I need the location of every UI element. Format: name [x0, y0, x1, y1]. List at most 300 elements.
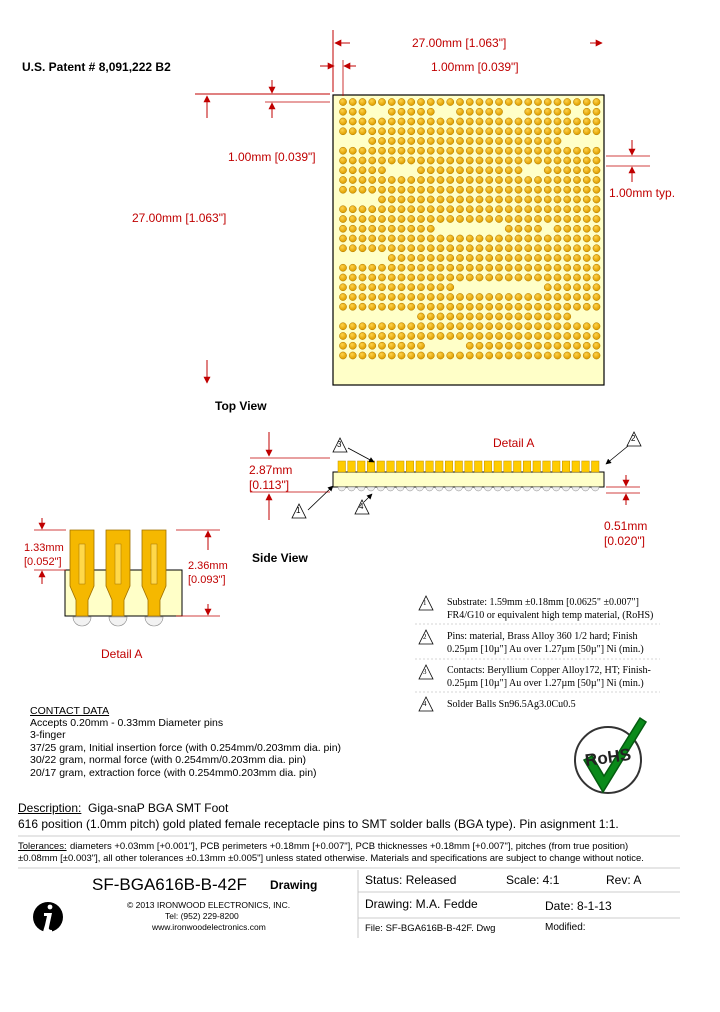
solder-ball — [564, 167, 571, 174]
solder-ball — [505, 98, 512, 105]
solder-ball — [534, 323, 541, 330]
solder-ball — [564, 108, 571, 115]
solder-ball — [573, 342, 580, 349]
solder-ball — [476, 254, 483, 261]
solder-ball — [427, 118, 434, 125]
solder-ball — [417, 274, 424, 281]
solder-ball — [486, 254, 493, 261]
solder-ball — [388, 128, 395, 135]
detail-pin-slot — [115, 544, 121, 584]
solder-ball — [388, 332, 395, 339]
solder-ball — [427, 98, 434, 105]
solder-ball — [466, 157, 473, 164]
detail-ball — [109, 617, 127, 626]
solder-ball — [456, 245, 463, 252]
solder-ball — [349, 118, 356, 125]
solder-ball — [505, 186, 512, 193]
solder-ball — [398, 108, 405, 115]
solder-ball — [476, 245, 483, 252]
solder-ball — [505, 225, 512, 232]
solder-ball — [447, 215, 454, 222]
side-pin — [445, 461, 453, 472]
solder-ball — [486, 342, 493, 349]
side-ball — [338, 487, 346, 491]
solder-ball — [456, 206, 463, 213]
solder-ball — [564, 254, 571, 261]
solder-ball — [486, 196, 493, 203]
side-ball — [494, 487, 502, 491]
solder-ball — [583, 293, 590, 300]
solder-ball — [505, 264, 512, 271]
solder-ball — [554, 303, 561, 310]
solder-ball — [378, 235, 385, 242]
solder-ball — [398, 264, 405, 271]
solder-ball — [486, 147, 493, 154]
solder-ball — [525, 235, 532, 242]
solder-ball — [486, 157, 493, 164]
solder-ball — [554, 245, 561, 252]
solder-ball — [437, 98, 444, 105]
solder-ball — [359, 215, 366, 222]
solder-ball — [476, 323, 483, 330]
solder-ball — [427, 274, 434, 281]
solder-ball — [466, 108, 473, 115]
solder-ball — [339, 167, 346, 174]
solder-ball — [544, 274, 551, 281]
solder-ball — [544, 245, 551, 252]
side-dim-height-in: [0.113"] — [249, 478, 290, 492]
solder-ball — [388, 98, 395, 105]
solder-ball — [564, 313, 571, 320]
solder-ball — [515, 303, 522, 310]
solder-ball — [398, 225, 405, 232]
solder-ball — [466, 313, 473, 320]
solder-ball — [554, 176, 561, 183]
solder-ball — [427, 167, 434, 174]
solder-ball — [525, 352, 532, 359]
solder-ball — [466, 254, 473, 261]
solder-ball — [486, 235, 493, 242]
solder-ball — [417, 167, 424, 174]
solder-ball — [515, 215, 522, 222]
solder-ball — [544, 352, 551, 359]
solder-ball — [486, 186, 493, 193]
solder-ball — [437, 196, 444, 203]
solder-ball — [466, 176, 473, 183]
solder-ball — [437, 176, 444, 183]
solder-ball — [495, 108, 502, 115]
solder-ball — [447, 128, 454, 135]
solder-ball — [378, 303, 385, 310]
solder-ball — [349, 323, 356, 330]
solder-ball — [437, 206, 444, 213]
solder-ball — [544, 196, 551, 203]
solder-ball — [593, 245, 600, 252]
solder-ball — [388, 215, 395, 222]
solder-ball — [554, 157, 561, 164]
solder-ball — [593, 206, 600, 213]
solder-ball — [505, 196, 512, 203]
solder-ball — [437, 264, 444, 271]
solder-ball — [583, 254, 590, 261]
solder-ball — [495, 245, 502, 252]
solder-ball — [476, 274, 483, 281]
side-callout-2-num: 2 — [631, 434, 636, 443]
solder-ball — [437, 352, 444, 359]
solder-ball — [486, 167, 493, 174]
solder-ball — [437, 157, 444, 164]
solder-ball — [554, 284, 561, 291]
solder-ball — [349, 352, 356, 359]
detail-dim-left-in: [0.052"] — [24, 556, 62, 568]
solder-ball — [349, 342, 356, 349]
solder-ball — [427, 147, 434, 154]
solder-ball — [466, 264, 473, 271]
solder-ball — [505, 293, 512, 300]
side-ball — [426, 487, 434, 491]
solder-ball — [339, 206, 346, 213]
solder-ball — [495, 235, 502, 242]
solder-ball — [564, 215, 571, 222]
solder-ball — [534, 235, 541, 242]
solder-ball — [388, 118, 395, 125]
solder-ball — [544, 98, 551, 105]
website: www.ironwoodelectronics.com — [152, 922, 266, 932]
solder-ball — [525, 303, 532, 310]
solder-ball — [427, 352, 434, 359]
top-view-label: Top View — [215, 399, 267, 413]
solder-ball — [495, 254, 502, 261]
solder-ball — [515, 313, 522, 320]
solder-ball — [369, 332, 376, 339]
solder-ball — [495, 215, 502, 222]
solder-ball — [359, 284, 366, 291]
solder-ball — [554, 264, 561, 271]
solder-ball — [437, 167, 444, 174]
solder-ball — [339, 323, 346, 330]
solder-ball — [408, 225, 415, 232]
solder-ball — [534, 332, 541, 339]
solder-ball — [544, 254, 551, 261]
solder-ball — [495, 167, 502, 174]
solder-ball — [466, 323, 473, 330]
solder-ball — [339, 284, 346, 291]
solder-ball — [447, 284, 454, 291]
solder-ball — [583, 264, 590, 271]
solder-ball — [525, 274, 532, 281]
detail-dim-right: 2.36mm — [188, 560, 228, 572]
solder-ball — [456, 128, 463, 135]
side-dim-height: 2.87mm — [249, 463, 293, 477]
solder-ball — [408, 342, 415, 349]
solder-ball — [505, 342, 512, 349]
solder-ball — [515, 274, 522, 281]
solder-ball — [378, 196, 385, 203]
note-3-line1: Contacts: Beryllium Copper Alloy172, HT; Finish- — [447, 665, 651, 676]
note-4-num: 4 — [423, 700, 427, 708]
solder-ball — [359, 332, 366, 339]
solder-ball — [369, 235, 376, 242]
solder-ball — [525, 313, 532, 320]
solder-ball — [573, 215, 580, 222]
solder-ball — [388, 186, 395, 193]
solder-ball — [398, 342, 405, 349]
solder-ball — [515, 293, 522, 300]
solder-ball — [534, 206, 541, 213]
solder-ball — [417, 245, 424, 252]
solder-ball — [349, 98, 356, 105]
solder-ball — [417, 352, 424, 359]
solder-ball — [349, 108, 356, 115]
solder-ball — [593, 264, 600, 271]
rohs-text: RoHS — [583, 744, 633, 771]
solder-ball — [476, 147, 483, 154]
solder-ball — [369, 323, 376, 330]
solder-ball — [554, 254, 561, 261]
solder-ball — [534, 254, 541, 261]
solder-ball — [573, 167, 580, 174]
solder-ball — [544, 235, 551, 242]
solder-ball — [349, 332, 356, 339]
solder-ball — [573, 254, 580, 261]
solder-ball — [427, 176, 434, 183]
solder-ball — [417, 303, 424, 310]
solder-ball — [388, 264, 395, 271]
solder-ball — [554, 206, 561, 213]
solder-ball — [408, 157, 415, 164]
solder-ball — [437, 293, 444, 300]
solder-ball — [564, 128, 571, 135]
solder-ball — [593, 128, 600, 135]
solder-ball — [593, 167, 600, 174]
solder-ball — [515, 147, 522, 154]
note-4-line1: Solder Balls Sn96.5Ag3.0Cu0.5 — [447, 699, 576, 710]
solder-ball — [398, 332, 405, 339]
solder-ball — [388, 245, 395, 252]
solder-ball — [544, 332, 551, 339]
solder-ball — [544, 264, 551, 271]
solder-ball — [564, 157, 571, 164]
solder-ball — [456, 147, 463, 154]
solder-ball — [456, 323, 463, 330]
solder-ball — [544, 128, 551, 135]
solder-ball — [427, 303, 434, 310]
solder-ball — [534, 225, 541, 232]
solder-ball — [593, 186, 600, 193]
solder-ball — [349, 274, 356, 281]
solder-ball — [525, 147, 532, 154]
file-name: File: SF-BGA616B-B-42F. Dwg — [365, 923, 496, 934]
solder-ball — [339, 157, 346, 164]
solder-ball — [476, 196, 483, 203]
solder-ball — [534, 313, 541, 320]
solder-ball — [339, 98, 346, 105]
solder-ball — [378, 293, 385, 300]
solder-ball — [427, 225, 434, 232]
solder-ball — [466, 118, 473, 125]
solder-ball — [564, 196, 571, 203]
solder-ball — [456, 215, 463, 222]
solder-ball — [593, 147, 600, 154]
side-pin — [406, 461, 414, 472]
solder-ball — [466, 274, 473, 281]
solder-ball — [378, 245, 385, 252]
solder-ball — [564, 245, 571, 252]
solder-ball — [339, 303, 346, 310]
solder-ball — [466, 235, 473, 242]
side-ball — [523, 487, 531, 491]
solder-ball — [564, 235, 571, 242]
solder-ball — [534, 98, 541, 105]
solder-ball — [447, 206, 454, 213]
solder-ball — [339, 147, 346, 154]
side-ball — [553, 487, 561, 491]
solder-ball — [456, 235, 463, 242]
solder-ball — [495, 323, 502, 330]
solder-ball — [417, 157, 424, 164]
solder-ball — [583, 118, 590, 125]
solder-ball — [515, 206, 522, 213]
solder-ball — [505, 323, 512, 330]
solder-ball — [398, 98, 405, 105]
side-pin — [562, 461, 570, 472]
side-ball — [436, 487, 444, 491]
solder-ball — [408, 293, 415, 300]
solder-ball — [593, 332, 600, 339]
solder-ball — [456, 313, 463, 320]
solder-ball — [505, 157, 512, 164]
solder-ball — [369, 167, 376, 174]
solder-ball — [573, 118, 580, 125]
solder-ball — [525, 128, 532, 135]
solder-ball — [495, 352, 502, 359]
side-view-board — [333, 472, 604, 487]
solder-ball — [583, 284, 590, 291]
solder-ball — [573, 235, 580, 242]
solder-ball — [427, 293, 434, 300]
solder-ball — [476, 303, 483, 310]
solder-ball — [447, 235, 454, 242]
side-dim-ball: 0.51mm — [604, 519, 648, 533]
solder-ball — [417, 206, 424, 213]
solder-ball — [417, 128, 424, 135]
solder-ball — [495, 137, 502, 144]
part-number: SF-BGA616B-B-42F — [92, 875, 247, 894]
solder-ball — [476, 215, 483, 222]
solder-ball — [476, 352, 483, 359]
solder-ball — [583, 167, 590, 174]
solder-ball — [515, 157, 522, 164]
solder-ball — [486, 352, 493, 359]
solder-ball — [447, 167, 454, 174]
solder-ball — [466, 206, 473, 213]
solder-ball — [564, 176, 571, 183]
solder-ball — [593, 352, 600, 359]
solder-ball — [359, 274, 366, 281]
solder-ball — [398, 323, 405, 330]
solder-ball — [554, 235, 561, 242]
solder-ball — [339, 108, 346, 115]
solder-ball — [378, 342, 385, 349]
solder-ball — [408, 235, 415, 242]
solder-ball — [486, 313, 493, 320]
solder-ball — [505, 332, 512, 339]
top-dim-left-offset: 1.00mm [0.039"] — [228, 150, 316, 164]
solder-ball — [593, 225, 600, 232]
solder-ball — [408, 128, 415, 135]
solder-ball — [388, 342, 395, 349]
side-ball — [445, 487, 453, 491]
solder-ball — [349, 167, 356, 174]
side-pin — [592, 461, 600, 472]
solder-ball — [408, 147, 415, 154]
solder-ball — [583, 342, 590, 349]
solder-ball — [466, 342, 473, 349]
side-pin — [387, 461, 395, 472]
solder-ball — [476, 157, 483, 164]
callout-3-leader — [348, 448, 374, 462]
solder-ball — [583, 176, 590, 183]
solder-ball — [456, 176, 463, 183]
solder-ball — [359, 352, 366, 359]
solder-ball — [369, 303, 376, 310]
phone: Tel: (952) 229-8200 — [165, 911, 239, 921]
solder-ball — [398, 128, 405, 135]
solder-ball — [437, 332, 444, 339]
solder-ball — [378, 186, 385, 193]
solder-ball — [476, 137, 483, 144]
solder-ball — [466, 303, 473, 310]
solder-ball — [388, 254, 395, 261]
solder-ball — [369, 293, 376, 300]
solder-ball — [369, 118, 376, 125]
detail-pin-slot — [151, 544, 157, 584]
solder-ball — [427, 313, 434, 320]
detail-pin-slot — [79, 544, 85, 584]
solder-ball — [398, 274, 405, 281]
solder-ball — [456, 186, 463, 193]
solder-ball — [388, 235, 395, 242]
solder-ball — [466, 167, 473, 174]
solder-ball — [339, 264, 346, 271]
solder-ball — [427, 196, 434, 203]
patent-number: U.S. Patent # 8,091,222 B2 — [22, 60, 171, 74]
solder-ball — [525, 254, 532, 261]
solder-ball — [378, 264, 385, 271]
solder-ball — [544, 147, 551, 154]
solder-ball — [447, 137, 454, 144]
note-1-num: 1 — [423, 599, 427, 607]
solder-ball — [447, 98, 454, 105]
solder-ball — [505, 313, 512, 320]
solder-ball — [359, 176, 366, 183]
solder-ball — [408, 206, 415, 213]
solder-ball — [359, 225, 366, 232]
solder-ball — [495, 303, 502, 310]
side-pin — [523, 461, 531, 472]
solder-ball — [349, 245, 356, 252]
solder-ball — [583, 186, 590, 193]
solder-ball — [505, 303, 512, 310]
solder-ball — [486, 303, 493, 310]
solder-ball — [554, 108, 561, 115]
solder-ball — [417, 342, 424, 349]
solder-ball — [349, 293, 356, 300]
detail-a-label: Detail A — [101, 647, 143, 661]
solder-ball — [583, 323, 590, 330]
solder-ball — [447, 303, 454, 310]
solder-ball — [437, 137, 444, 144]
